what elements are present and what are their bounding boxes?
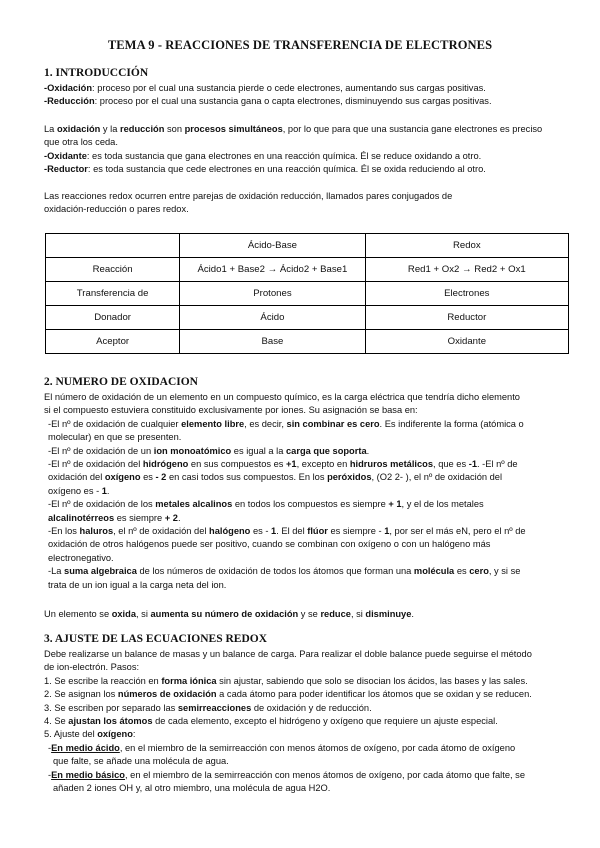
- text: 1. Se escribe la reacción en: [44, 675, 162, 686]
- text: , y el de los metales: [401, 499, 484, 510]
- table-row: [46, 282, 569, 306]
- text: -La: [48, 566, 65, 577]
- term: oxígeno: [104, 472, 141, 483]
- line: [48, 445, 564, 458]
- table-row: [46, 306, 569, 330]
- table-header-cell: Ácido-Base: [180, 234, 365, 258]
- line: [44, 123, 564, 136]
- term: forma iónica: [161, 675, 217, 686]
- table-header-cell: Redox: [365, 234, 568, 258]
- text: 5. Ajuste del: [44, 729, 98, 740]
- term: aumenta su número de oxidación: [150, 609, 299, 619]
- section-1-paragraph-3: [44, 190, 564, 217]
- text: en casi todos sus compuestos. En los: [166, 472, 328, 483]
- line: Las reacciones redox ocurren entre parejas de oxidación reducción, llamados pares conjugados de: [44, 191, 453, 201]
- text: es igual a la: [231, 445, 287, 456]
- text: -El nº de oxidación de un: [48, 445, 154, 456]
- step-5: [44, 728, 564, 741]
- line: que otra los ceda.: [44, 137, 118, 148]
- table-cell: Reacción: [46, 258, 180, 282]
- term: cero: [469, 566, 489, 577]
- text: sin ajustar, sabiendo que solo se disocian los ácidos, las bases y las sales.: [216, 675, 528, 686]
- table-cell: Protones: [180, 282, 365, 306]
- text: y se: [298, 609, 321, 619]
- text: Un elemento se: [44, 609, 112, 619]
- text: , es decir,: [244, 418, 287, 429]
- term: flúor: [307, 526, 328, 537]
- table-cell: Ácido1 + Base2 → Ácido2 + Base1: [180, 258, 365, 282]
- line: [48, 565, 564, 578]
- text: es: [454, 566, 470, 577]
- text: . El del: [276, 526, 308, 537]
- table-row: [46, 330, 569, 354]
- text: es siempre -: [327, 526, 385, 537]
- text: -: [48, 769, 52, 780]
- term: -Reductor: [44, 164, 88, 175]
- section-3-body: [44, 648, 564, 795]
- term: -1: [468, 459, 477, 470]
- line: [48, 418, 564, 431]
- table-cell: Donador: [46, 306, 180, 330]
- text: , en el miembro de la semirreacción con menos átomos de oxígeno, por cada átomo que falte, se: [125, 769, 525, 780]
- line: [48, 498, 564, 511]
- line: [48, 458, 564, 471]
- text: -: [48, 742, 52, 753]
- text: , el nº de oxidación del: [113, 526, 210, 537]
- text: -El nº de oxidación del: [48, 459, 143, 470]
- term: procesos simultáneos: [184, 124, 283, 134]
- rule-hidrogeno-oxigeno: [44, 458, 564, 498]
- line: trata de un ion igual a la carga neta del ion.: [48, 579, 227, 590]
- term: 1: [384, 526, 390, 537]
- rule-elemento-libre: [44, 418, 564, 445]
- term: halógeno: [209, 526, 251, 537]
- term: reducción: [119, 124, 165, 134]
- line: si el compuesto estuviera constituido exclusivamente por iones. Su asignación se basa en:: [44, 405, 418, 416]
- term: haluros: [79, 526, 114, 537]
- rule-haluros: [44, 525, 564, 565]
- text: : proceso por el cual una sustancia pierde o cede electrones, aumentando sus cargas positivas.: [92, 83, 486, 93]
- text: 4. Se: [44, 716, 69, 727]
- section-2-conclusion: [44, 608, 564, 621]
- text: : proceso por el cual una sustancia gana o capta electrones, disminuyendo sus cargas positivas.: [94, 96, 492, 107]
- medio-acido-rule: [44, 742, 564, 769]
- term: En medio básico: [51, 769, 125, 780]
- table-cell: Electrones: [365, 282, 568, 306]
- line: El número de oxidación de un elemento en un compuesto químico, es la carga eléctrica que tendría dicho elemento: [44, 392, 520, 402]
- term: suma algebraica: [64, 566, 137, 577]
- text: .: [177, 512, 181, 523]
- text: es siempre: [114, 512, 165, 523]
- term: 1: [101, 485, 107, 496]
- text: , en el miembro de la semirreacción con menos átomos de oxígeno, por cada átomo de oxígeno: [119, 742, 516, 753]
- term: -Oxidación: [44, 83, 93, 93]
- text: 3. Se escriben por separado las: [44, 702, 178, 713]
- line: oxidación-reducción o pares redox.: [44, 204, 189, 215]
- text: de los números de oxidación de todos los átomos que forman una: [136, 566, 414, 577]
- text: en todos los compuestos es siempre: [232, 499, 389, 510]
- table-cell: Base: [180, 330, 365, 354]
- line: oxidación de otros halógenos puede ser positivo, cuando se combinan con oxígeno o con un halógeno más: [48, 539, 491, 550]
- section-2-body: [44, 391, 564, 592]
- term: ion monoatómico: [153, 445, 232, 456]
- line: molecular) en que se presenten.: [48, 432, 182, 443]
- text: : es toda sustancia que gana electrones en una reacción química. Él se reduce oxidando a otro.: [86, 150, 482, 161]
- text: , por ser el más eN, pero el nº de: [389, 526, 526, 537]
- text: de cada elemento, excepto el hidrógeno y oxígeno que requiere un ajuste especial.: [152, 716, 498, 727]
- text: , si: [350, 609, 366, 619]
- section-1-definitions: [44, 82, 564, 109]
- text: y la: [100, 124, 120, 134]
- line: [48, 485, 564, 498]
- line: electronegativo.: [48, 552, 114, 563]
- text: , por lo que para que una sustancia gane electrones es preciso: [282, 124, 543, 134]
- table-cell: Reductor: [365, 306, 568, 330]
- text: . -El nº de: [477, 459, 518, 470]
- term: En medio ácido: [51, 742, 120, 753]
- text: -El nº de oxidación de los: [48, 499, 156, 510]
- term: hidrógeno: [142, 459, 189, 470]
- text: . Es indiferente la forma (atómica o: [379, 418, 524, 429]
- text: :: [132, 729, 136, 740]
- term: +1: [286, 459, 297, 470]
- rule-metales-alcalinos: [44, 498, 564, 525]
- line: de ion-electrón. Pasos:: [44, 662, 140, 673]
- line: que falte, se añade una molécula de agua.: [53, 756, 229, 767]
- text: son: [164, 124, 185, 134]
- text: : es toda sustancia que cede electrones en una reacción química. Él se oxida reduciendo al otro.: [87, 164, 486, 175]
- line: [48, 742, 564, 755]
- term: hidruros metálicos: [349, 459, 434, 470]
- text: , excepto en: [296, 459, 350, 470]
- term: oxígeno: [97, 729, 133, 740]
- term: metales alcalinos: [155, 499, 233, 510]
- term: - 2: [155, 472, 167, 483]
- term: sin combinar es cero: [286, 418, 380, 429]
- text: La: [44, 124, 57, 134]
- table-cell: Aceptor: [46, 330, 180, 354]
- step-2: [44, 688, 564, 701]
- term: semirreacciones: [177, 702, 252, 713]
- oxidacion-definition: [44, 82, 564, 95]
- step-4: [44, 715, 564, 728]
- section-3-heading: 3. AJUSTE DE LAS ECUACIONES REDOX: [44, 633, 268, 645]
- document-title: TEMA 9 - REACCIONES DE TRANSFERENCIA DE ELECTRONES: [107, 38, 493, 52]
- table-header-cell: [46, 234, 180, 258]
- term: -Reducción: [44, 96, 95, 107]
- text: es: [140, 472, 156, 483]
- section-1-paragraph-2: [44, 123, 564, 177]
- text: oxígeno es -: [48, 485, 102, 496]
- medio-basico-rule: [44, 769, 564, 796]
- text: a cada átomo para poder identificar los átomos que se oxidan y se reducen.: [216, 689, 532, 700]
- oxidante-definition: [44, 150, 564, 163]
- line: [48, 525, 564, 538]
- table-cell: Transferencia de: [46, 282, 180, 306]
- step-3: [44, 702, 564, 715]
- term: 1: [271, 526, 277, 537]
- table-cell: Red1 + Ox2 → Red2 + Ox1: [365, 258, 568, 282]
- table-row: [46, 258, 569, 282]
- text: de oxidación y de reducción.: [251, 702, 372, 713]
- text: es -: [250, 526, 272, 537]
- text: , que es: [433, 459, 469, 470]
- section-2-heading: 2. NUMERO DE OXIDACION: [44, 376, 198, 388]
- text: , (O2 2- ), el nº de oxidación del: [371, 472, 503, 483]
- rule-suma-algebraica: [44, 565, 564, 592]
- term: ajustan los átomos: [68, 716, 153, 727]
- text: -En los: [48, 526, 80, 537]
- term: reduce: [320, 609, 351, 619]
- line: [48, 471, 564, 484]
- rule-ion-monoatomico: [44, 445, 564, 458]
- text: en sus compuestos es: [188, 459, 286, 470]
- acid-base-redox-table: [45, 233, 569, 354]
- term: números de oxidación: [117, 689, 217, 700]
- table-cell: Ácido: [180, 306, 365, 330]
- text: .: [106, 485, 110, 496]
- term: molécula: [413, 566, 455, 577]
- term: oxidación: [56, 124, 101, 134]
- table-cell: Oxidante: [365, 330, 568, 354]
- term: oxida: [111, 609, 136, 619]
- line: [48, 512, 564, 525]
- reductor-definition: [44, 163, 564, 176]
- table-header-row: [46, 234, 569, 258]
- term: -Oxidante: [44, 150, 87, 161]
- reduccion-definition: [44, 95, 564, 108]
- term: carga que soporta: [286, 445, 367, 456]
- line: Debe realizarse un balance de masas y un balance de carga. Para realizar el doble balance puede seguirse el método: [44, 649, 532, 659]
- text: oxidación del: [48, 472, 105, 483]
- term: + 1: [388, 499, 402, 510]
- section-1-heading: 1. INTRODUCCIÓN: [44, 67, 149, 79]
- text: , si: [136, 609, 151, 619]
- text: .: [411, 609, 414, 619]
- text: -El nº de oxidación de cualquier: [48, 418, 182, 429]
- term: alcalinotérreos: [48, 512, 115, 523]
- text: , y si se: [488, 566, 521, 577]
- term: peróxidos: [327, 472, 372, 483]
- term: disminuye: [365, 609, 412, 619]
- step-1: [44, 675, 564, 688]
- term: elemento libre: [181, 418, 245, 429]
- line: [48, 769, 564, 782]
- text: .: [366, 445, 370, 456]
- line: añaden 2 iones OH y, al otro miembro, una molécula de agua H2O.: [53, 783, 331, 794]
- text: 2. Se asignan los: [44, 689, 118, 700]
- term: + 2: [164, 512, 178, 523]
